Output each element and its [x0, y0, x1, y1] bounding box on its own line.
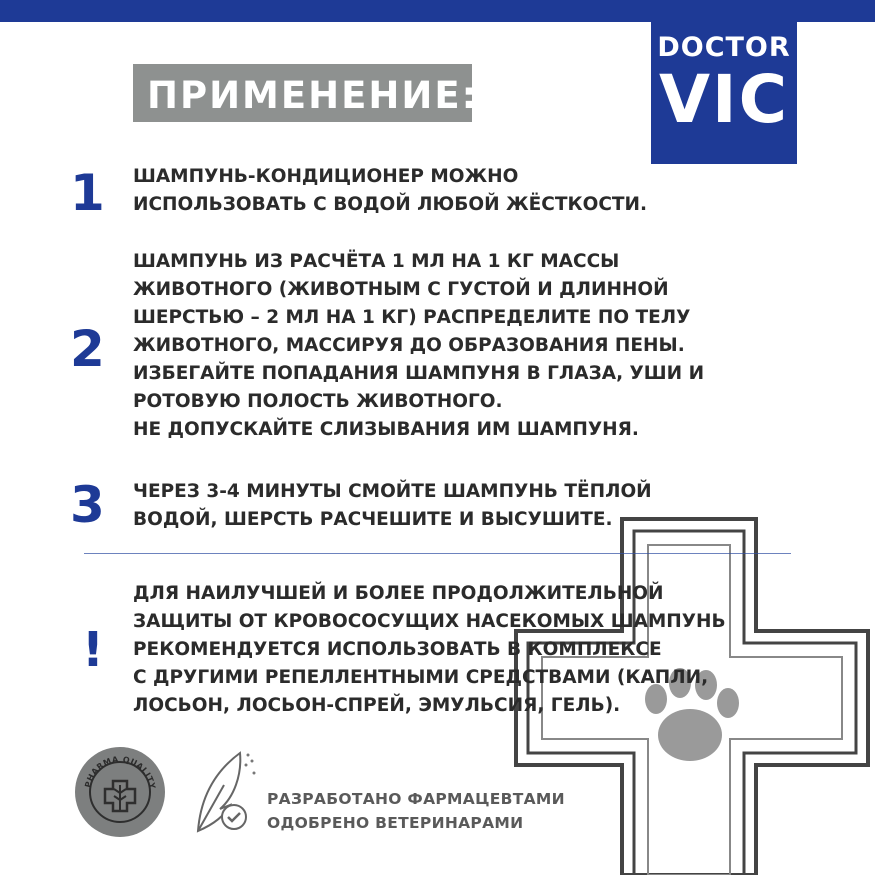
step-2-line: РОТОВУЮ ПОЛОСТЬ ЖИВОТНОГО. — [133, 391, 503, 412]
step-3-text — [133, 478, 652, 534]
footer-line1: РАЗРАБОТАНО ФАРМАЦЕВТАМИ — [267, 790, 565, 808]
warning-icon: ! — [82, 622, 104, 678]
step-2-line: ИЗБЕГАЙТЕ ПОПАДАНИЯ ШАМПУНЯ В ГЛАЗА, УШИ И — [133, 363, 705, 384]
title-box — [133, 64, 479, 122]
step-3-line: ВОДОЙ, ШЕРСТЬ РАСЧЕШИТЕ И ВЫСУШИТЕ. — [133, 509, 613, 530]
footer-line2: ОДОБРЕНО ВЕТЕРИНАРАМИ — [267, 814, 524, 832]
badge-text: PHARMA QUALITY — [83, 754, 157, 790]
warning-line: РЕКОМЕНДУЕТСЯ ИСПОЛЬЗОВАТЬ В КОМПЛЕКСЕ — [133, 639, 662, 660]
pharma-quality-badge-icon — [73, 745, 167, 839]
step-2-line: ШЕРСТЬЮ – 2 МЛ НА 1 КГ) РАСПРЕДЕЛИТЕ ПО ТЕЛУ — [133, 307, 691, 328]
step-2-text — [133, 248, 704, 444]
warning-line: ЗАЩИТЫ ОТ КРОВОСОСУЩИХ НАСЕКОМЫХ ШАМПУНЬ — [133, 611, 726, 632]
divider — [84, 553, 791, 554]
step-2-line: ЖИВОТНОГО (ЖИВОТНЫМ С ГУСТОЙ И ДЛИННОЙ — [133, 279, 669, 300]
step-2-number: 2 — [70, 320, 105, 378]
step-1-line: ИСПОЛЬЗОВАТЬ С ВОДОЙ ЛЮБОЙ ЖЁСТКОСТИ. — [133, 194, 648, 215]
step-2-line: НЕ ДОПУСКАЙТЕ СЛИЗЫВАНИЯ ИМ ШАМПУНЯ. — [133, 419, 639, 440]
step-1-line: ШАМПУНЬ-КОНДИЦИОНЕР МОЖНО — [133, 166, 519, 187]
page-title: ПРИМЕНЕНИЕ: — [147, 74, 479, 117]
brand-logo — [651, 0, 797, 164]
warning-line: ДЛЯ НАИЛУЧШЕЙ И БОЛЕЕ ПРОДОЛЖИТЕЛЬНОЙ — [133, 583, 664, 604]
step-1-text — [133, 163, 647, 219]
warning-line: С ДРУГИМИ РЕПЕЛЛЕНТНЫМИ СРЕДСТВАМИ (КАПЛИ, — [133, 667, 709, 688]
brand-line2: VIC — [658, 61, 790, 138]
warning-line: ЛОСЬОН, ЛОСЬОН-СПРЕЙ, ЭМУЛЬСИЯ, ГЕЛЬ). — [133, 695, 621, 716]
feather-check-icon — [190, 745, 260, 837]
footer-text — [267, 787, 565, 835]
warning-text — [133, 580, 726, 720]
step-2-line: ШАМПУНЬ ИЗ РАСЧЁТА 1 МЛ НА 1 КГ МАССЫ — [133, 251, 620, 272]
brand-line1: DOCTOR — [657, 32, 791, 63]
step-2-line: ЖИВОТНОГО, МАССИРУЯ ДО ОБРАЗОВАНИЯ ПЕНЫ. — [133, 335, 685, 356]
step-3-line: ЧЕРЕЗ 3-4 МИНУТЫ СМОЙТЕ ШАМПУНЬ ТЁПЛОЙ — [133, 481, 652, 502]
step-3-number: 3 — [70, 476, 105, 534]
step-1-number: 1 — [70, 164, 105, 222]
